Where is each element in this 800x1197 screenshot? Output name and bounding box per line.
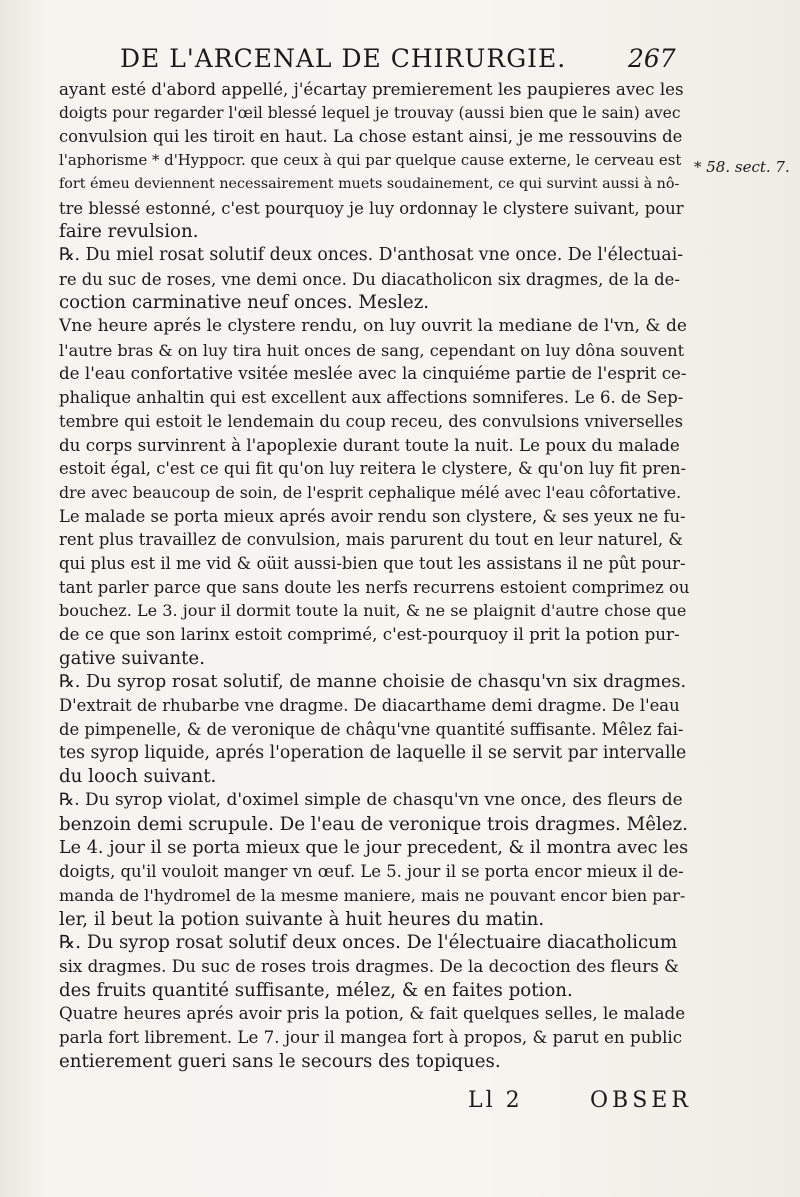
text-line: rent plus travaillez de convulsion, mais parurent du tout en leur naturel, & (59, 530, 683, 550)
text-line: ℞. Du syrop rosat solutif, de manne choisie de chasqu'vn six dragmes. (59, 671, 687, 692)
text-line: tant parler parce que sans doute les nerfs recurrens estoient comprimez ou (59, 577, 689, 597)
catchword: OBSER (590, 1088, 692, 1113)
text-line: Le malade se porta mieux aprés avoir rendu son clystere, & ses yeux ne fu- (59, 506, 686, 526)
text-line: ℞. Du miel rosat solutif deux onces. D'anthosat vne once. De l'électuai- (59, 244, 684, 265)
text-line: qui plus est il me vid & oüit aussi-bien que tout les assistans il ne pût pour- (59, 554, 686, 574)
text-line: de ce que son larinx estoit comprimé, c'est-pourquoy il prit la potion pur- (59, 624, 680, 645)
text-line: l'autre bras & on luy tira huit onces de sang, cependant on luy dôna souvent (59, 340, 685, 360)
page-number: 267 (628, 44, 676, 73)
text-line: bouchez. Le 3. jour il dormit toute la nuit, & ne se plaignit d'autre chose que (59, 601, 687, 621)
running-title: DE L'ARCENAL DE CHIRURGIE. (120, 44, 567, 73)
text-line: ℞. Du syrop rosat solutif deux onces. De l'électuaire diacatholicum (59, 932, 678, 954)
text-line: de pimpenelle, & de veronique de châqu'vne quantité suffisante. Mêlez fai- (59, 719, 684, 739)
text-line: Quatre heures aprés avoir pris la potion, & fait quelques selles, le malade (59, 1003, 686, 1024)
text-line: tembre qui estoit le lendemain du coup receu, des convulsions vniverselles (59, 411, 684, 431)
text-line: doigts, qu'il vouloit manger vn œuf. Le 5. jour il se porta encor mieux il de- (59, 862, 684, 882)
text-line: des fruits quantité suffisante, mélez, & en faites potion. (59, 979, 573, 1001)
text-line: six dragmes. Du suc de roses trois dragmes. De la decoction des fleurs & (59, 956, 679, 977)
text-line: convulsion qui les tiroit en haut. La chose estant ainsi, je me ressouvins de (59, 127, 683, 147)
text-line: re du suc de roses, vne demi once. Du diacatholicon six dragmes, de la de- (59, 269, 680, 289)
text-line: Vne heure aprés le clystere rendu, on luy ouvrit la mediane de l'vn, & de (59, 316, 687, 337)
text-line: ayant esté d'abord appellé, j'écartay premierement les paupieres avec les (59, 79, 684, 99)
text-line: ler, il beut la potion suivante à huit heures du matin. (59, 908, 545, 930)
text-line: Le 4. jour il se porta mieux que le jour precedent, & il montra avec les (59, 837, 689, 858)
text-line: entierement gueri sans le secours des topiques. (59, 1050, 501, 1072)
text-line: phalique anhaltin qui est excellent aux affections somniferes. Le 6. de Sep- (59, 388, 684, 408)
text-line: de l'eau confortative vsitée meslée avec la cinquiéme partie de l'esprit ce- (59, 363, 687, 384)
text-line: D'extrait de rhubarbe vne dragme. De diacarthame demi dragme. De l'eau (59, 696, 680, 716)
text-line: parla fort librement. Le 7. jour il mangea fort à propos, & parut en public (59, 1027, 683, 1048)
text-line: doigts pour regarder l'œil blessé lequel je trouvay (aussi bien que le sain) avec (59, 103, 681, 122)
signature-mark: Ll 2 (468, 1088, 523, 1113)
text-line: dre avec beaucoup de soin, de l'esprit cephalique mélé avec l'eau côfortative. (59, 482, 682, 502)
text-line: manda de l'hydromel de la mesme maniere, mais ne pouvant encor bien par- (59, 885, 686, 905)
body-text (59, 78, 689, 1074)
text-line: estoit égal, c'est ce qui fit qu'on luy reitera le clystere, & qu'on luy fit pren- (59, 459, 687, 479)
text-line: coction carminative neuf onces. Meslez. (59, 292, 430, 314)
text-line: tes syrop liquide, aprés l'operation de laquelle il se servit par intervalle (59, 742, 687, 763)
text-line: tre blessé estonné, c'est pourquoy je luy ordonnay le clystere suivant, pour (59, 198, 684, 218)
text-line: du looch suivant. (59, 766, 217, 788)
text-line: du corps survinrent à l'apoplexie durant toute la nuit. Le poux du malade (59, 434, 680, 455)
text-line: l'aphorisme * d'Hyppocr. que ceux à qui par quelque cause externe, le cerveau est (59, 151, 682, 170)
text-line: fort émeu deviennent necessairement muets soudainement, ce qui survint aussi à nô- (59, 175, 680, 192)
margin-note: * 58. sect. 7. (694, 158, 790, 176)
text-line: benzoin demi scrupule. De l'eau de veronique trois dragmes. Mêlez. (59, 813, 688, 835)
text-line: gative suivante. (59, 647, 205, 669)
text-line: faire revulsion. (59, 221, 199, 243)
text-line: ℞. Du syrop violat, d'oximel simple de chasqu'vn vne once, des fleurs de (59, 790, 683, 811)
